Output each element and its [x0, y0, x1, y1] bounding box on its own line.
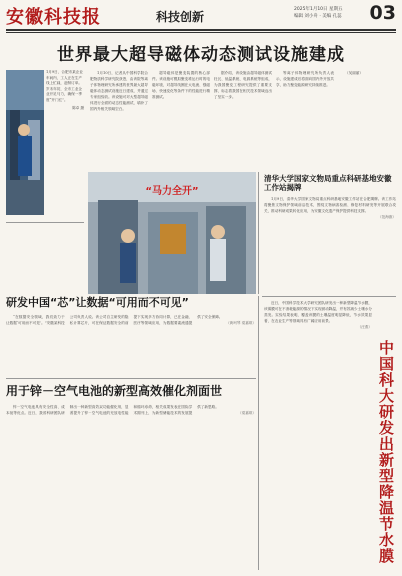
main-photo [88, 172, 256, 294]
article4-body: 1月9日，清华大学国家文物局重点科研基地安徽工作站在合肥揭牌。该工作站将聚焦文物保护领域前沿技术，围绕文物病害检测、修复材料研发等开展联合攻关，推动科研成果转化应用，为安徽文化遗产保护提供科技支撑。 （范海旗） [264, 197, 396, 219]
article1-col3: 据介绍，该设施由超导磁体测试杜瓦、低温系统、电源系统等组成，为我国聚变工程研究提供了重要支撑，标志着我国在相关技术领域迈出了坚实一步。 [214, 71, 272, 99]
photo-headline: “马力全开” [145, 186, 199, 197]
article1-col4: 等离子体物理研究所负责人表示，设施建成后将面向国内外开放共享，助力聚变能源研究持续推进。 [276, 71, 334, 87]
article4-author: （范海旗） [378, 215, 396, 219]
newspaper-logo: 安徽科技报 [6, 7, 101, 28]
divider [6, 222, 84, 223]
article5-author: （汪燕） [357, 325, 372, 329]
left-photo-caption: 1月9日，合肥市某企业车间内，工人正在生产线上忙碌，赶制订单。岁末年初，全市工业企业开足马力，确保一季度“开门红”。 陈卓 摄 [46, 70, 84, 110]
left-photo [6, 70, 44, 215]
article1-col1: 1月10日，记者从中国科学院合肥物质科学研究院获悉，由该院等离子体物理研究所承建的世界最大超导磁体动态测试设施近日建成，并通过专家组验收。该设施可对大型超导磁体进行全面的动态性能测试，填补了国内外相关领域空白。 [90, 71, 148, 111]
divider [262, 296, 396, 297]
masthead-rule [6, 29, 396, 31]
factory-worker-image [6, 70, 44, 215]
article5-vertical-headline: 中国科大研发出新型降温节水膜 [377, 340, 395, 564]
divider [6, 378, 256, 379]
section-title: 科技创新 [156, 10, 205, 24]
article1-col5: （吴丽丽） [345, 71, 363, 75]
article2-body: “在数据安全领域，我们致力于让数据‘可用而不可见’。”安徽某科技公司负责人说。该公司自主研发的隐私计算芯片，可在保证数据安全的前提下实现多方协同计算，已在金融、医疗等领域应用，为数据要素流通提供了安全保障。 （黄珂琴 梁嘉琪） [6, 315, 256, 325]
main-headline: 世界最大超导磁体动态测试设施建成 [57, 45, 345, 65]
article1-col2: 超导磁体是聚变装置的核心部件。该设施可模拟聚变堆运行时的电磁环境，对超导线圈在大电流、强磁场、快速变化等条件下的性能进行精准测试。 [152, 71, 210, 99]
article5-body: 近日，中国科学技术大学研究团队研发出一种新型降温节水膜，该薄膜可在不消耗能源的情况下实现被动降温，并有效减少土壤水分蒸发。实验结果表明，覆盖该膜的土壤温度明显降低，节水效果显著，在农业生产等领域具有广阔应用前景。 （汪燕） [264, 301, 372, 329]
editor-line: 编辑 刘小舟 · 美编 孔蕊 [294, 14, 342, 19]
page-number: 03 [369, 2, 396, 24]
article3-body: 锌－空气电池具有安全性高、成本低等优点。近日，我省科研团队研制出一种新型高效双功能催化剂，显著提升了锌－空气电池的充放电性能和循环寿命，相关成果发表在国际学术期刊上，为新型储能技术的发展提供了新思路。 （梁嘉琪） [6, 405, 256, 415]
article4-headline: 清华大学国家文物局重点科研基地安徽工作站揭牌 [264, 174, 392, 192]
divider [258, 296, 259, 570]
masthead [6, 3, 396, 27]
date-line: 2025年1月10日 星期五 [294, 7, 343, 12]
article2-author: （黄珂琴 梁嘉琪） [226, 321, 256, 325]
photo-credit: 陈卓 摄 [72, 105, 84, 110]
article3-headline: 用于锌－空气电池的新型高效催化剂面世 [6, 384, 223, 398]
masthead-rule-thin [6, 32, 396, 33]
article3-author: （梁嘉琪） [238, 411, 256, 415]
article2-headline: 研发中国“芯”让数据“可用而不可见” [6, 296, 189, 309]
masthead-meta [294, 6, 342, 20]
divider [258, 172, 259, 294]
